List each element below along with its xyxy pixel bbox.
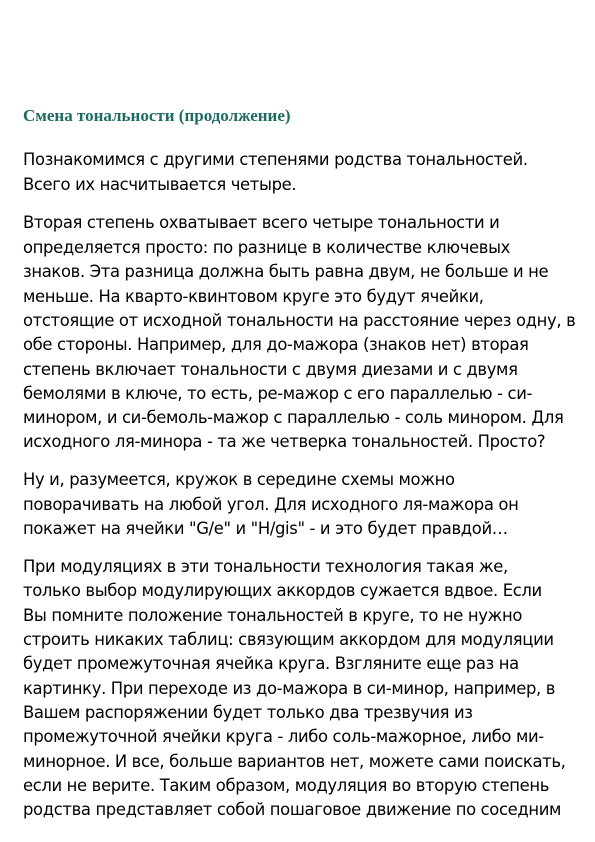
paragraph-3-line-3: покажет на ячейки "G/e" и "H/gis" - и это будет правдой… bbox=[23, 519, 508, 538]
paragraph-4-line-11: родства представляет собой пошаговое движение по соседним bbox=[23, 800, 562, 819]
paragraph-2-line-10: исходного ля-минора - та же четверка тональностей. Просто? bbox=[23, 432, 546, 451]
paragraph-3-line-1: Ну и, разумеется, кружок в середине схемы можно bbox=[23, 470, 455, 489]
paragraph-4-line-3: Вы помните положение тональностей в круге, то не нужно bbox=[23, 606, 523, 625]
paragraph-2-line-8: бемолями в ключе, то есть, ре-мажор с его параллелью - си- bbox=[23, 384, 533, 403]
paragraph-2-line-5: отстоящие от исходной тональности на расстояние через одну, в bbox=[23, 311, 576, 330]
paragraph-2-line-4: меньше. На кварто-квинтовом круге это будут ячейки, bbox=[23, 287, 484, 306]
paragraph-3-line-2: поворачивать на любой угол. Для исходного ля-мажора он bbox=[23, 495, 519, 514]
paragraph-4-line-4: строить никаких таблиц: связующим аккордом для модуляции bbox=[23, 630, 554, 649]
paragraph-2-line-1: Вторая степень охватывает всего четыре тональности и bbox=[23, 213, 500, 232]
paragraph-2-line-2: определяется просто: по разнице в количестве ключевых bbox=[23, 238, 511, 257]
paragraph-4-line-1: При модуляциях в эти тональности технология такая же, bbox=[23, 557, 508, 576]
paragraph-4-line-2: только выбор модулирующих аккордов сужается вдвое. Если bbox=[23, 581, 542, 600]
paragraph-4-line-6: картинку. При переходе из до-мажора в си-минор, например, в bbox=[23, 679, 556, 698]
paragraph-2-line-3: знаков. Эта разница должна быть равна двум, не больше и не bbox=[23, 262, 549, 281]
paragraph-4-line-10: если не верите. Таким образом, модуляция во вторую степень bbox=[23, 776, 550, 795]
paragraph-4-line-8: промежуточной ячейки круга - либо соль-мажорное, либо ми- bbox=[23, 727, 544, 746]
paragraph-4-line-7: Вашем распоряжении будет только два трезвучия из bbox=[23, 703, 473, 722]
paragraph-4-line-9: минорное. И все, больше вариантов нет, можете сами поискать, bbox=[23, 752, 566, 771]
paragraph-1-line-2: Всего их насчитывается четыре. bbox=[23, 175, 297, 194]
section-heading: Смена тональности (продолжение) bbox=[23, 106, 291, 125]
paragraph-1-line-1: Познакомимся с другими степенями родства тональностей. bbox=[23, 150, 528, 169]
paragraph-4-line-5: будет промежуточная ячейка круга. Взгляните еще раз на bbox=[23, 654, 519, 673]
paragraph-2-line-7: степень включает тональности с двумя диезами и с двумя bbox=[23, 360, 518, 379]
paragraph-2-line-6: обе стороны. Например, для до-мажора (знаков нет) вторая bbox=[23, 335, 529, 354]
paragraph-2-line-9: минором, и си-бемоль-мажор с параллелью - соль минором. Для bbox=[23, 408, 564, 427]
